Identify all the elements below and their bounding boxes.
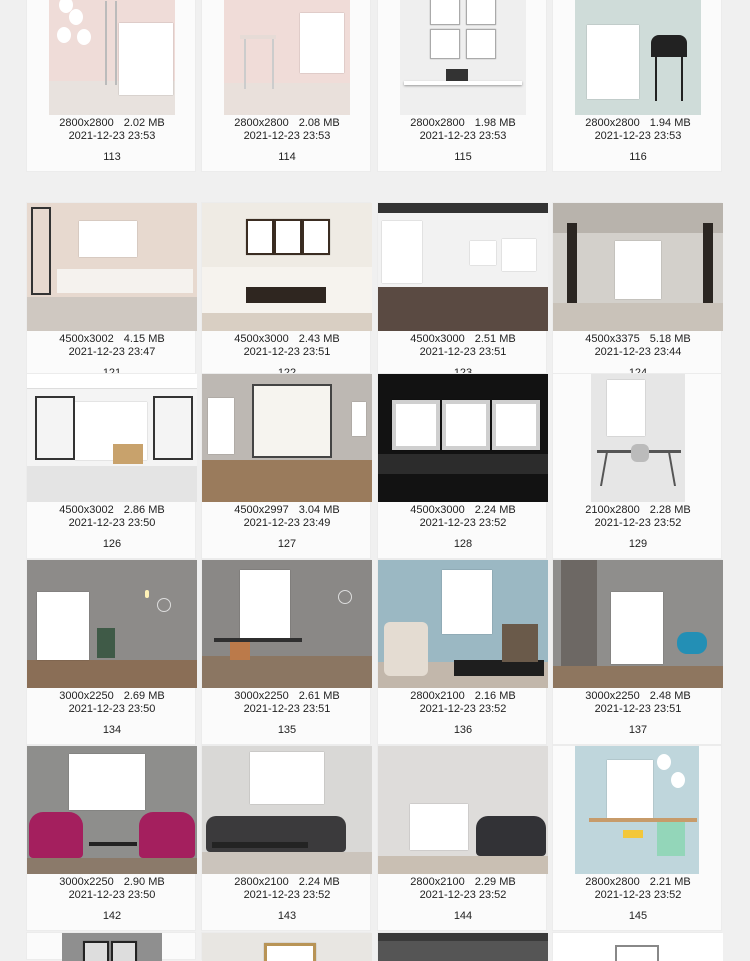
file-meta [27,690,197,716]
thumbnail-image [202,746,372,874]
file-meta [202,333,372,359]
thumbnail-tile-partial[interactable] [377,932,547,960]
thumbnail-image [202,933,372,961]
file-size: 2.43 MB [298,333,340,345]
thumbnail-tile[interactable] [552,559,722,745]
file-date: 2021-12-23 23:53 [419,130,507,142]
file-number: 136 [453,724,473,736]
file-size: 2.48 MB [649,690,691,702]
file-size: 3.04 MB [298,504,340,516]
file-size: 2.29 MB [474,876,516,888]
thumbnail-image [553,203,723,331]
file-date: 2021-12-23 23:52 [594,517,682,529]
file-size: 4.15 MB [123,333,165,345]
file-number: 145 [628,910,648,922]
thumbnail-image [27,374,197,502]
file-number: 142 [102,910,122,922]
image-dimensions: 2100x2800 [585,504,640,516]
image-dimensions: 4500x3000 [410,504,465,516]
thumbnail-tile[interactable] [201,373,371,559]
file-meta [378,504,548,530]
thumbnail-tile-partial[interactable] [201,932,371,960]
thumbnail-image [553,933,723,961]
file-date: 2021-12-23 23:53 [594,130,682,142]
file-size: 2.24 MB [298,876,340,888]
thumbnail-tile[interactable] [377,373,547,559]
file-meta [553,333,723,359]
file-meta [378,117,548,143]
image-dimensions: 2800x2800 [59,117,114,129]
file-size: 2.69 MB [123,690,165,702]
file-meta [27,117,197,143]
thumbnail-image [27,0,197,115]
thumbnail-tile[interactable] [377,0,547,172]
file-number: 127 [277,538,297,550]
thumbnail-tile[interactable] [552,373,722,559]
file-number: 137 [628,724,648,736]
thumbnail-tile[interactable] [552,202,722,388]
file-number: 135 [277,724,297,736]
file-meta [27,504,197,530]
thumbnail-image [378,0,548,115]
file-meta [27,876,197,902]
thumbnail-tile[interactable] [201,202,371,388]
file-date: 2021-12-23 23:50 [68,517,156,529]
image-dimensions: 4500x2997 [234,504,289,516]
file-date: 2021-12-23 23:52 [243,889,331,901]
file-date: 2021-12-23 23:50 [68,889,156,901]
thumbnail-tile[interactable] [201,745,371,931]
file-meta [378,690,548,716]
file-number: 116 [629,151,647,163]
file-meta [202,690,372,716]
file-number: 128 [453,538,473,550]
file-date: 2021-12-23 23:51 [243,703,331,715]
file-number: 113 [103,151,121,163]
image-dimensions: 2800x2800 [234,117,289,129]
file-size: 2.61 MB [298,690,340,702]
thumbnail-image [378,560,548,688]
file-date: 2021-12-23 23:52 [419,889,507,901]
file-size: 2.51 MB [474,333,516,345]
thumbnail-image [378,933,548,961]
thumbnail-tile[interactable] [377,559,547,745]
file-number: 126 [102,538,122,550]
image-dimensions: 3000x2250 [585,690,640,702]
image-dimensions: 4500x3000 [234,333,289,345]
image-dimensions: 3000x2250 [59,876,114,888]
thumbnail-tile[interactable] [552,0,722,172]
file-date: 2021-12-23 23:51 [419,346,507,358]
file-meta [378,876,548,902]
file-size: 2.90 MB [123,876,165,888]
file-date: 2021-12-23 23:52 [419,517,507,529]
file-number: 143 [277,910,297,922]
file-date: 2021-12-23 23:53 [68,130,156,142]
file-size: 2.28 MB [649,504,691,516]
thumbnail-image [202,374,372,502]
thumbnail-tile[interactable] [552,745,722,931]
thumbnail-image [202,560,372,688]
file-meta [378,333,548,359]
thumbnail-image [27,203,197,331]
file-date: 2021-12-23 23:52 [419,703,507,715]
thumbnail-tile[interactable] [26,559,196,745]
file-size: 1.94 MB [649,117,691,129]
thumbnail-image [553,0,723,115]
thumbnail-tile[interactable] [26,745,196,931]
file-size: 2.08 MB [298,117,340,129]
file-size: 2.24 MB [474,504,516,516]
thumbnail-image [202,203,372,331]
image-dimensions: 2800x2800 [410,117,465,129]
file-meta [27,333,197,359]
thumbnail-image [27,746,197,874]
thumbnail-image [27,560,197,688]
image-dimensions: 3000x2250 [59,690,114,702]
image-dimensions: 2800x2100 [234,876,289,888]
thumbnail-tile[interactable] [377,202,547,388]
image-dimensions: 4500x3375 [585,333,640,345]
file-date: 2021-12-23 23:51 [243,346,331,358]
file-size: 1.98 MB [474,117,516,129]
file-number: 134 [102,724,122,736]
file-date: 2021-12-23 23:44 [594,346,682,358]
file-size: 2.16 MB [474,690,516,702]
thumbnail-image [553,374,723,502]
thumbnail-image [378,746,548,874]
thumbnail-tile-partial[interactable] [552,932,722,960]
thumbnail-tile[interactable] [201,559,371,745]
file-size: 2.21 MB [649,876,691,888]
image-dimensions: 4500x3000 [410,333,465,345]
thumbnail-tile[interactable] [377,745,547,931]
image-dimensions: 2800x2800 [585,117,640,129]
thumbnail-image [202,0,372,115]
image-dimensions: 2800x2100 [410,876,465,888]
file-meta [553,117,723,143]
thumbnail-tile[interactable] [26,373,196,559]
image-dimensions: 3000x2250 [234,690,289,702]
file-meta [553,690,723,716]
image-dimensions: 4500x3002 [59,333,114,345]
thumbnail-image [378,374,548,502]
thumbnail-image [27,933,197,961]
file-size: 2.02 MB [123,117,165,129]
thumbnail-image [553,746,723,874]
file-date: 2021-12-23 23:51 [594,703,682,715]
file-date: 2021-12-23 23:53 [243,130,331,142]
thumbnail-tile[interactable] [26,202,196,388]
file-date: 2021-12-23 23:49 [243,517,331,529]
file-meta [202,117,372,143]
file-size: 5.18 MB [649,333,691,345]
file-meta [202,504,372,530]
file-number: 114 [278,151,296,163]
file-date: 2021-12-23 23:47 [68,346,156,358]
image-dimensions: 4500x3002 [59,504,114,516]
file-date: 2021-12-23 23:50 [68,703,156,715]
file-date: 2021-12-23 23:52 [594,889,682,901]
file-meta [202,876,372,902]
file-number: 129 [628,538,648,550]
thumbnail-tile-partial[interactable] [26,932,196,960]
file-number: 115 [454,151,472,163]
thumbnail-tile[interactable] [26,0,196,172]
thumbnail-image [378,203,548,331]
file-meta [553,876,723,902]
file-meta [553,504,723,530]
thumbnail-tile[interactable] [201,0,371,172]
image-dimensions: 2800x2800 [585,876,640,888]
file-size: 2.86 MB [123,504,165,516]
image-dimensions: 2800x2100 [410,690,465,702]
file-number: 144 [453,910,473,922]
thumbnail-image [553,560,723,688]
